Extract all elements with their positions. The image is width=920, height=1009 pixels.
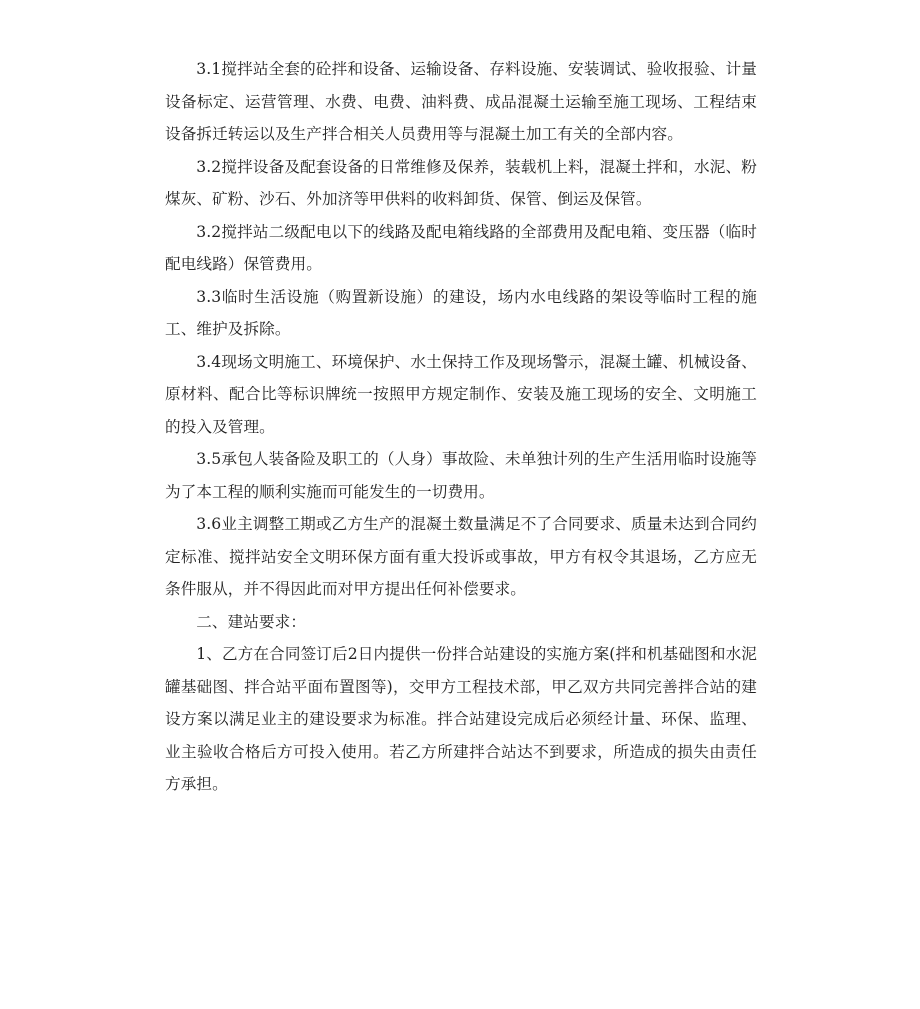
paragraph-3-4-civilized-construction: 3.4现场文明施工、环境保护、水土保持工作及现场警示，混凝土罐、机械设备、原材料、配合比等标识牌统一按照甲方规定制作、安装及施工现场的安全、文明施工的投入及管理。: [165, 352, 757, 436]
paragraph-requirement-1: 1、乙方在合同签订后2日内提供一份拌合站建设的实施方案(拌和机基础图和水泥罐基础图、拌合站平面布置图等)，交甲方工程技术部，甲乙双方共同完善拌合站的建设方案以满足业主的建设要求为标准。拌合站建设完成后必须经计量、环保、监理、业主验收合格后方可投入使用。若乙方所建拌合站达不到要求，所造成的损失由责任方承担。: [165, 645, 757, 793]
section-heading-station-requirements: 二、建站要求：: [196, 612, 307, 631]
paragraph-3-2-power-distribution: 3.2搅拌站二级配电以下的线路及配电箱线路的全部费用及配电箱、变压器（临时配电线路）保管费用。: [165, 222, 757, 273]
paragraph-3-2-maintenance: 3.2搅拌设备及配套设备的日常维修及保养，装载机上料，混凝土拌和，水泥、粉煤灰、矿粉、沙石、外加济等甲供料的收料卸货、保管、倒运及保管。: [165, 157, 757, 208]
paragraph-3-6-termination: 3.6业主调整工期或乙方生产的混凝土数量满足不了合同要求、质量未达到合同约定标准、搅拌站安全文明环保方面有重大投诉或事故，甲方有权令其退场，乙方应无条件服从，并不得因此而对甲方提出任何补偿要求。: [165, 515, 757, 598]
paragraph-3-3-temporary-facilities: 3.3临时生活设施（购置新设施）的建设，场内水电线路的架设等临时工程的施工、维护及拆除。: [165, 287, 757, 338]
document-page: [165, 53, 757, 801]
paragraph-3-1-scope: 3.1搅拌站全套的砼拌和设备、运输设备、存料设施、安装调试、验收报验、计量设备标定、运营管理、水费、电费、油料费、成品混凝土运输至施工现场、工程结束设备拆迁转运以及生产拌合相关人员费用等与混凝土加工有关的全部内容。: [165, 60, 757, 143]
paragraph-3-5-insurance: 3.5承包人装备险及职工的（人身）事故险、未单独计列的生产生活用临时设施等为了本工程的顺利实施而可能发生的一切费用。: [165, 450, 757, 501]
